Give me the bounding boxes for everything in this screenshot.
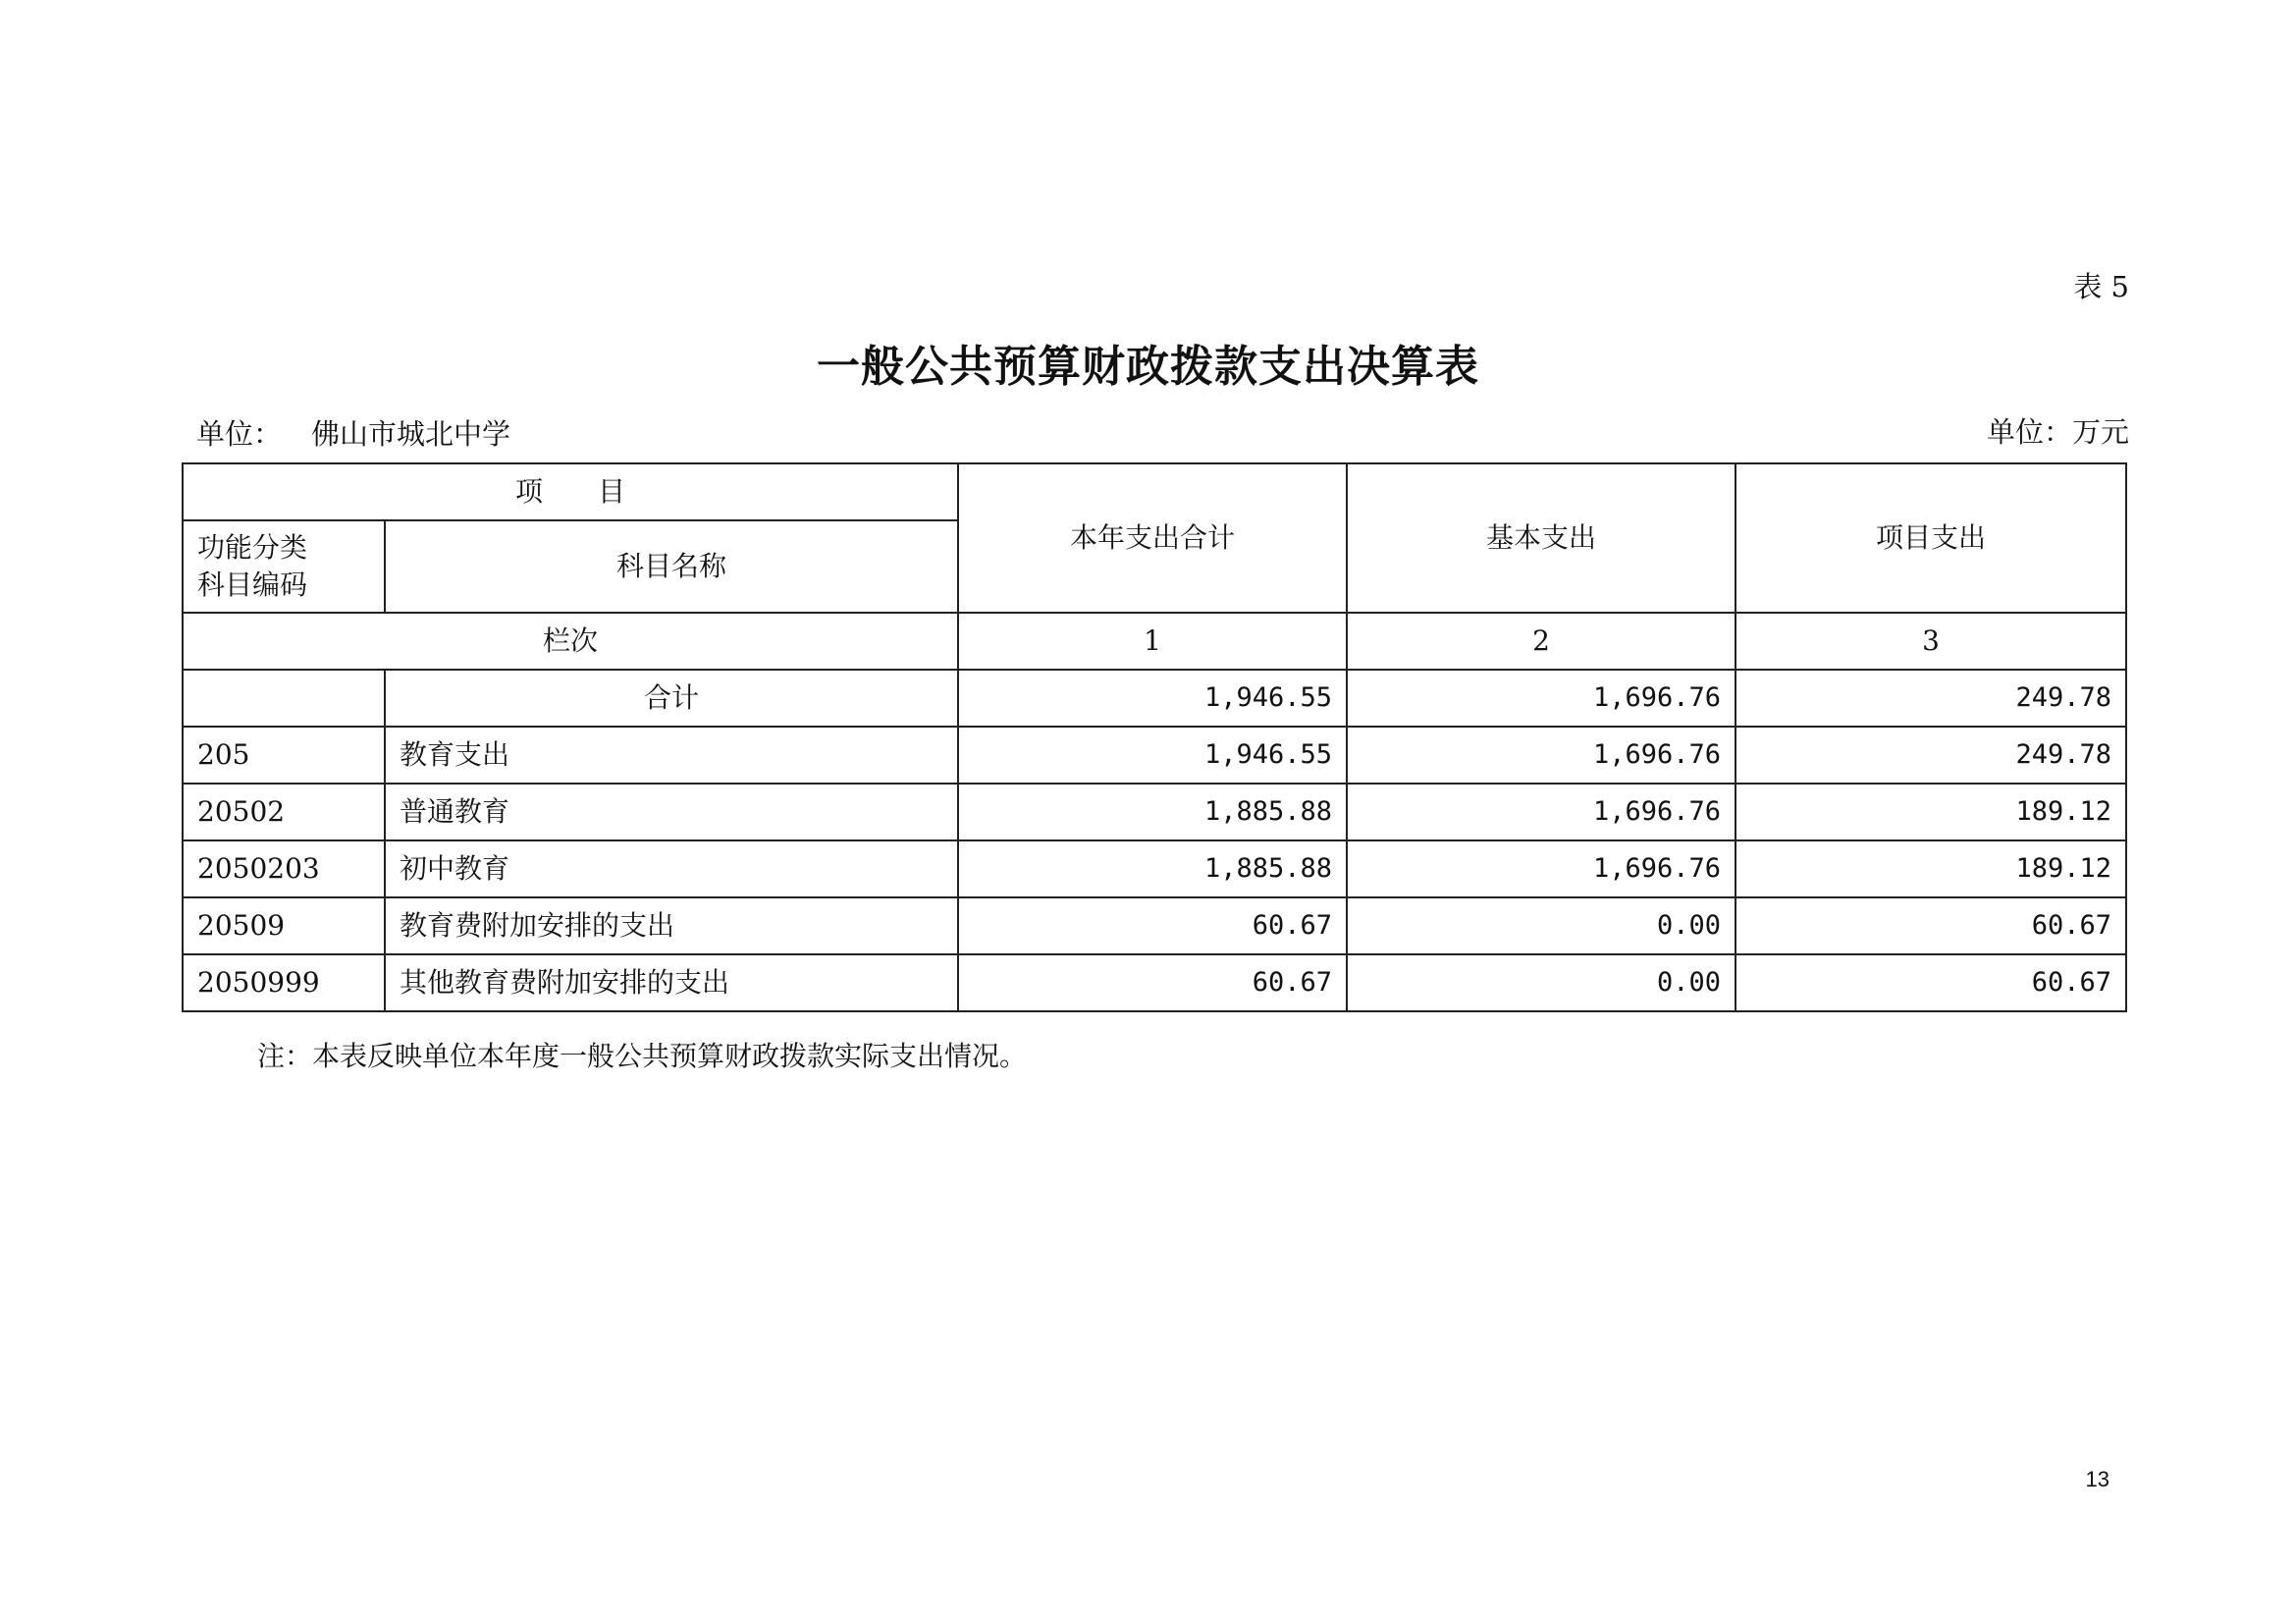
row-name: 其他教育费附加安排的支出 — [385, 954, 958, 1011]
row-code: 20509 — [183, 897, 385, 954]
header-code-line2: 科目编码 — [197, 568, 308, 601]
table-row — [183, 727, 2126, 784]
row-total: 60.67 — [958, 954, 1347, 1011]
header-item: 项 目 — [183, 463, 958, 520]
row-code: 2050203 — [183, 840, 385, 897]
page-title: 一般公共预算财政拨款支出决算表 — [817, 342, 1479, 392]
header-code-line1: 功能分类 — [197, 531, 308, 564]
budget-table — [182, 462, 2127, 1012]
row-basic: 0.00 — [1347, 954, 1735, 1011]
index-1: 1 — [958, 613, 1347, 670]
row-code: 2050999 — [183, 954, 385, 1011]
header-row-1 — [183, 463, 2126, 520]
total-basic: 1,696.76 — [1347, 670, 1735, 727]
total-total: 1,946.55 — [958, 670, 1347, 727]
index-label: 栏次 — [183, 613, 958, 670]
row-basic: 0.00 — [1347, 897, 1735, 954]
row-basic: 1,696.76 — [1347, 840, 1735, 897]
row-project: 60.67 — [1735, 954, 2126, 1011]
index-row — [183, 613, 2126, 670]
unit-label: 单位： — [196, 417, 283, 451]
row-total: 1,885.88 — [958, 840, 1347, 897]
row-name: 教育费附加安排的支出 — [385, 897, 958, 954]
total-row — [183, 670, 2126, 727]
row-name: 初中教育 — [385, 840, 958, 897]
currency-unit: 单位：万元 — [1986, 415, 2129, 449]
row-project: 249.78 — [1735, 727, 2126, 784]
row-code: 205 — [183, 727, 385, 784]
row-project: 189.12 — [1735, 840, 2126, 897]
unit-name: 佛山市城北中学 — [311, 417, 511, 451]
total-code-empty — [183, 670, 385, 727]
header-code — [183, 520, 385, 613]
row-code: 20502 — [183, 784, 385, 840]
header-col-total: 本年支出合计 — [958, 463, 1347, 613]
index-3: 3 — [1735, 613, 2126, 670]
table-number: 表 5 — [2073, 270, 2129, 303]
header-name: 科目名称 — [385, 520, 958, 613]
row-project: 189.12 — [1735, 784, 2126, 840]
row-total: 1,885.88 — [958, 784, 1347, 840]
footnote: 注：本表反映单位本年度一般公共预算财政拨款实际支出情况。 — [257, 1040, 1028, 1072]
header-col-basic: 基本支出 — [1347, 463, 1735, 613]
table-row — [183, 784, 2126, 840]
total-project: 249.78 — [1735, 670, 2126, 727]
total-label: 合计 — [385, 670, 958, 727]
index-2: 2 — [1347, 613, 1735, 670]
unit-info — [196, 412, 510, 453]
header-col-project: 项目支出 — [1735, 463, 2126, 613]
row-total: 60.67 — [958, 897, 1347, 954]
table-row — [183, 954, 2126, 1011]
row-name: 普通教育 — [385, 784, 958, 840]
table-row — [183, 897, 2126, 954]
row-basic: 1,696.76 — [1347, 784, 1735, 840]
row-name: 教育支出 — [385, 727, 958, 784]
row-project: 60.67 — [1735, 897, 2126, 954]
table-row — [183, 840, 2126, 897]
page-number: 13 — [2085, 1467, 2109, 1491]
row-basic: 1,696.76 — [1347, 727, 1735, 784]
row-total: 1,946.55 — [958, 727, 1347, 784]
